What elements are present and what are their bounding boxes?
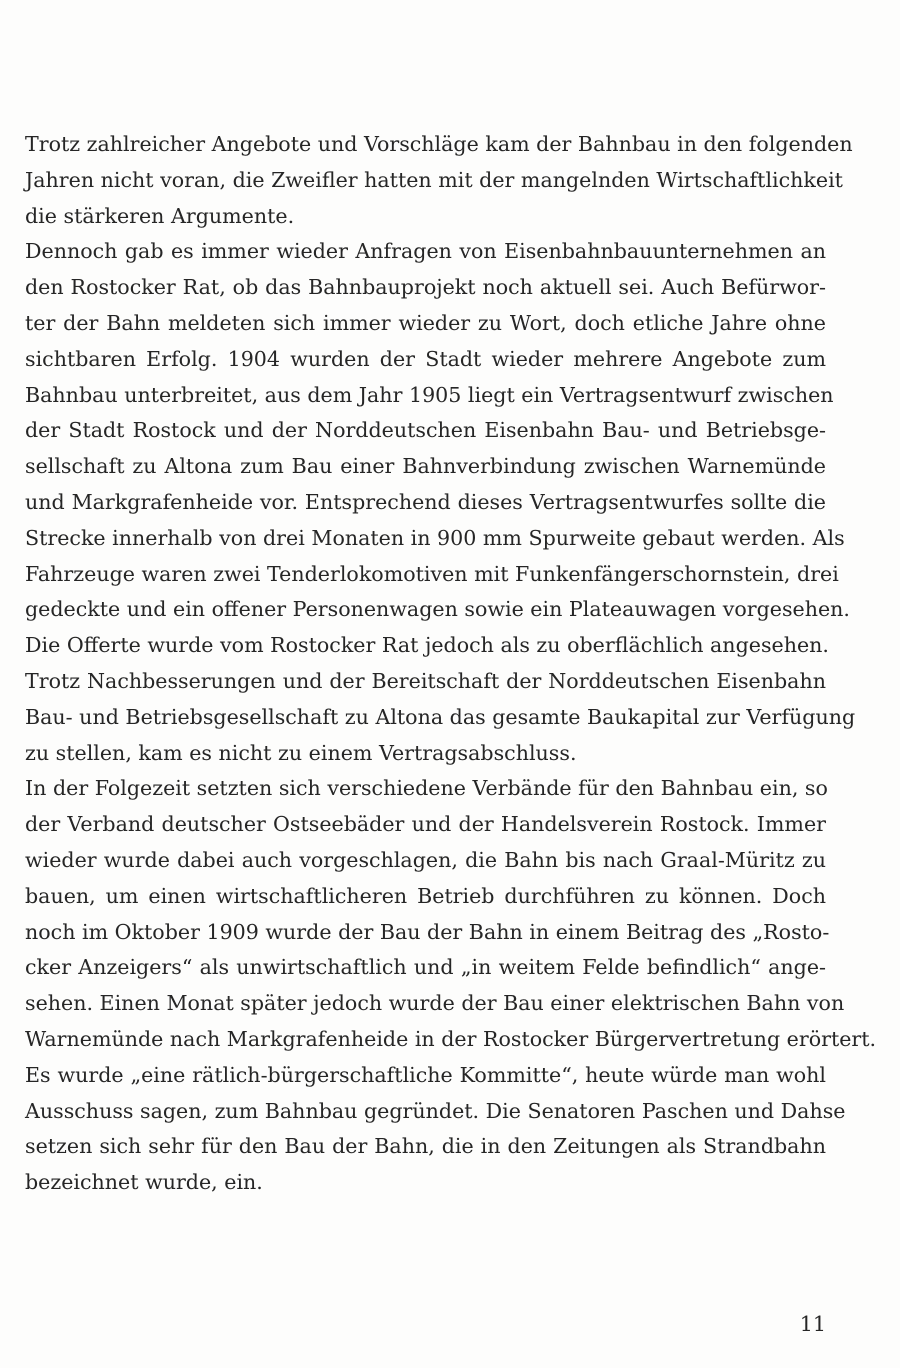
- text-line: In der Folgezeit setzten sich verschiedene Verbände für den Bahnbau ein, so: [25, 776, 828, 801]
- text-line: zu stellen, kam es nicht zu einem Vertragsabschluss.: [25, 740, 577, 765]
- text-line: der Stadt Rostock und der Norddeutschen Eisenbahn Bau- und Betriebsge-: [25, 418, 826, 443]
- text-line: Jahren nicht voran, die Zweifler hatten mit der mangelnden Wirtschaftlichkeit: [25, 167, 843, 192]
- text-line: sichtbaren Erfolg. 1904 wurden der Stadt wieder mehrere Angebote zum: [25, 346, 826, 371]
- text-line: Strecke innerhalb von drei Monaten in 900 mm Spurweite gebaut werden. Als: [25, 525, 845, 550]
- page-number: 11: [799, 1312, 826, 1336]
- text-line: Ausschuss sagen, zum Bahnbau gegründet. Die Senatoren Paschen und Dahse: [25, 1098, 846, 1123]
- body-text: [25, 127, 877, 1201]
- text-line: bezeichnet wurde, ein.: [25, 1170, 263, 1195]
- text-line: cker Anzeigers“ als unwirtschaftlich und „in weitem Felde befindlich“ ange-: [25, 955, 826, 980]
- text-line: Die Offerte wurde vom Rostocker Rat jedoch als zu oberflächlich angesehen.: [25, 633, 829, 658]
- text-line: den Rostocker Rat, ob das Bahnbauprojekt noch aktuell sei. Auch Befürwor-: [25, 275, 826, 300]
- text-line: Fahrzeuge waren zwei Tenderlokomotiven mit Funkenfängerschornstein, drei: [25, 561, 839, 586]
- text-line: sehen. Einen Monat später jedoch wurde der Bau einer elektrischen Bahn von: [25, 991, 845, 1016]
- text-line: ter der Bahn meldeten sich immer wieder zu Wort, doch etliche Jahre ohne: [25, 310, 826, 335]
- text-line: Warnemünde nach Markgrafenheide in der Rostocker Bürgervertretung erörtert.: [25, 1026, 877, 1051]
- text-line: bauen, um einen wirtschaftlicheren Betrieb durchführen zu können. Doch: [25, 883, 826, 908]
- text-line: Bahnbau unterbreitet, aus dem Jahr 1905 liegt ein Vertragsentwurf zwischen: [25, 382, 834, 407]
- text-line: sellschaft zu Altona zum Bau einer Bahnverbindung zwischen Warnemünde: [25, 454, 826, 479]
- paragraph-3: [25, 771, 877, 1201]
- text-line: wieder wurde dabei auch vorgeschlagen, die Bahn bis nach Graal-Müritz zu: [25, 847, 826, 872]
- text-line: Trotz zahlreicher Angebote und Vorschläge kam der Bahnbau in den folgenden: [25, 132, 853, 156]
- paragraph-1: [25, 127, 853, 234]
- text-line: noch im Oktober 1909 wurde der Bau der Bahn in einem Beitrag des „Rosto-: [25, 919, 830, 944]
- text-line: Es wurde „eine rätlich-bürgerschaftliche Kommitte“, heute würde man wohl: [25, 1062, 826, 1087]
- text-line: die stärkeren Argumente.: [25, 203, 295, 228]
- paragraph-2: [25, 234, 856, 771]
- text-line: Trotz Nachbesserungen und der Bereitschaft der Norddeutschen Eisenbahn: [25, 668, 826, 693]
- text-line: Dennoch gab es immer wieder Anfragen von Eisenbahnbauunternehmen an: [25, 239, 826, 264]
- text-line: der Verband deutscher Ostseebäder und der Handelsverein Rostock. Immer: [25, 812, 826, 837]
- text-line: Bau- und Betriebsgesellschaft zu Altona das gesamte Baukapital zur Verfügung: [25, 704, 856, 729]
- text-line: und Markgrafenheide vor. Entsprechend dieses Vertragsentwurfes sollte die: [25, 489, 826, 514]
- text-line: gedeckte und ein offener Personenwagen sowie ein Plateauwagen vorgesehen.: [25, 597, 850, 622]
- text-line: setzen sich sehr für den Bau der Bahn, die in den Zeitungen als Strandbahn: [25, 1134, 826, 1159]
